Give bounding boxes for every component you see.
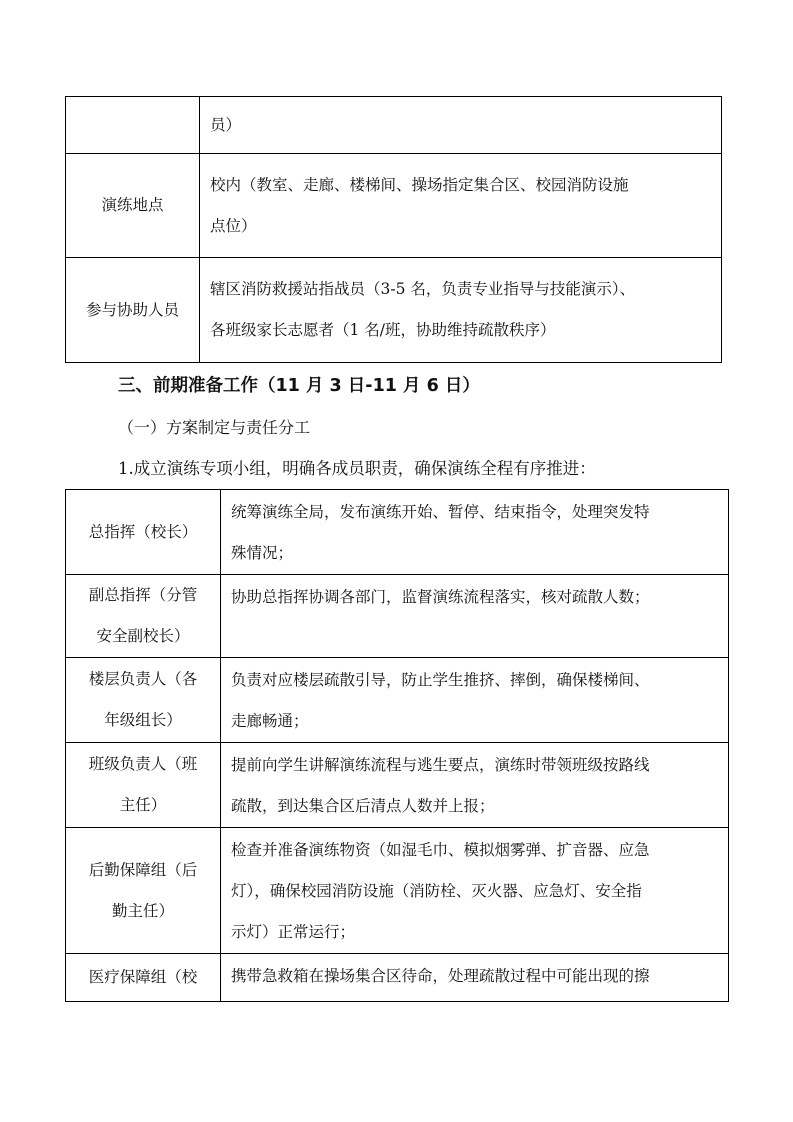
text-line: 勤主任） bbox=[111, 901, 174, 920]
text-line: 员） bbox=[210, 115, 242, 134]
text-line: 后勤保障组（后 bbox=[88, 860, 198, 879]
table-row bbox=[66, 828, 729, 954]
text-line: 班级负责人（班 bbox=[88, 755, 198, 773]
text-line: 提前向学生讲解演练流程与逃生要点，演练时带领班级按路线 bbox=[231, 756, 650, 774]
table-row bbox=[66, 575, 729, 658]
table-row bbox=[66, 490, 729, 575]
role-duty bbox=[221, 828, 729, 954]
text-line: 负责对应楼层疏散引导，防止学生推挤、摔倒，确保楼梯间、 bbox=[231, 671, 650, 689]
row-label bbox=[66, 97, 200, 154]
text-line: 携带急救箱在操场集合区待命，处理疏散过程中可能出现的擦 bbox=[231, 967, 650, 985]
role-label bbox=[66, 743, 221, 828]
row-content bbox=[200, 97, 722, 154]
table-row bbox=[66, 258, 722, 363]
text-line: 年级组长） bbox=[104, 711, 182, 729]
text-line: 检查并准备演练物资（如湿毛巾、模拟烟雾弹、扩音器、应急 bbox=[231, 841, 650, 859]
table-row bbox=[66, 954, 729, 1002]
role-duty bbox=[221, 658, 729, 743]
row-content bbox=[200, 258, 722, 363]
text-line: 各班级家长志愿者（1 名/班，协助维持疏散秩序） bbox=[210, 321, 556, 339]
text-line: 灯），确保校园消防设施（消防栓、灭火器、应急灯、安全指 bbox=[231, 882, 642, 900]
row-label: 演练地点 bbox=[66, 154, 200, 258]
table-row bbox=[66, 154, 722, 258]
text-line: 总指挥（校长） bbox=[88, 522, 198, 541]
role-duty bbox=[221, 954, 729, 1002]
table-row bbox=[66, 658, 729, 743]
role-label bbox=[66, 954, 221, 1002]
role-label bbox=[66, 490, 221, 575]
row-label: 参与协助人员 bbox=[66, 258, 200, 363]
text-line: 统筹演练全局，发布演练开始、暂停、结束指令，处理突发特 bbox=[231, 503, 650, 521]
role-label bbox=[66, 658, 221, 743]
role-duty bbox=[221, 743, 729, 828]
text-line: 副总指挥（分管 bbox=[88, 586, 198, 604]
subsection-heading: （一）方案制定与责任分工 bbox=[118, 418, 311, 437]
text-line: 校内（教室、走廊、楼梯间、操场指定集合区、校园消防设施 bbox=[210, 175, 629, 194]
text-line: 走廊畅通； bbox=[231, 712, 309, 730]
text-line: 协助总指挥协调各部门，监督演练流程落实，核对疏散人数； bbox=[231, 588, 650, 606]
responsibility-table bbox=[65, 489, 729, 1002]
table-row bbox=[66, 97, 722, 154]
drill-info-table bbox=[65, 96, 722, 363]
text-line: 点位） bbox=[210, 216, 257, 235]
text-line: 主任） bbox=[119, 796, 167, 814]
row-content bbox=[200, 154, 722, 258]
text-line: 辖区消防救援站指战员（3-5 名，负责专业指导与技能演示）、 bbox=[210, 280, 636, 298]
role-label bbox=[66, 828, 221, 954]
text-line: 楼层负责人（各 bbox=[88, 670, 198, 688]
role-duty bbox=[221, 490, 729, 575]
role-duty bbox=[221, 575, 729, 658]
text-line: 医疗保障组（校 bbox=[88, 968, 198, 986]
role-label bbox=[66, 575, 221, 658]
table-row bbox=[66, 743, 729, 828]
text-line: 殊情况； bbox=[231, 544, 294, 562]
text-line: 示灯）正常运行； bbox=[231, 923, 356, 941]
section-heading: 三、前期准备工作（11 月 3 日-11 月 6 日） bbox=[118, 376, 480, 396]
text-line: 安全副校长） bbox=[96, 627, 190, 645]
item-heading: 1.成立演练专项小组，明确各成员职责，确保演练全程有序推进： bbox=[118, 459, 596, 478]
text-line: 疏散，到达集合区后清点人数并上报； bbox=[231, 797, 495, 815]
